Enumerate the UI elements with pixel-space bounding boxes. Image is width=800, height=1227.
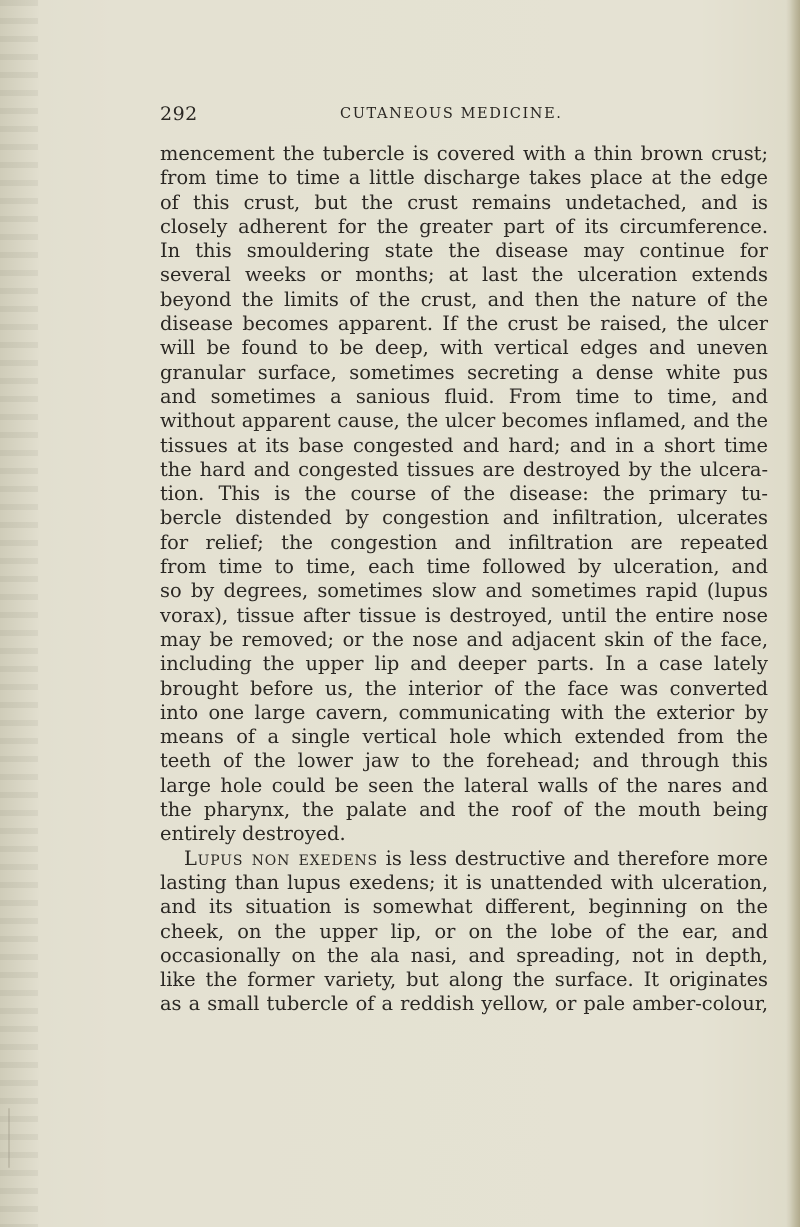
text-line: entirely destroyed. [160, 822, 346, 846]
text-line: several weeks or months; at last the ulceration extends [160, 263, 768, 287]
text-line: tion. This is the course of the disease: the primary tu- [160, 482, 768, 506]
paragraph-2-first-line [160, 847, 768, 871]
text-line: granular surface, sometimes secreting a dense white pus [160, 360, 768, 384]
body-text [160, 142, 768, 1017]
text-line: beyond the limits of the crust, and then the nature of the [160, 287, 768, 311]
lupus-non-exedens-term: Lupus non exedens [184, 846, 378, 870]
text-line: vorax), tissue after tissue is destroyed, until the entire nose [160, 603, 768, 627]
text-line: disease becomes apparent. If the crust be raised, the ulcer [160, 312, 768, 336]
text-line: cheek, on the upper lip, or on the lobe of the ear, and [160, 919, 768, 943]
paragraph-2 [160, 847, 768, 1017]
text-line: mencement the tubercle is covered with a thin brown crust; [160, 142, 768, 165]
text-line: into one large cavern, communicating with the exterior by [160, 700, 768, 724]
text-line: so by degrees, sometimes slow and sometimes rapid (lupus [160, 579, 768, 603]
paragraph-2-first-line-rest: is less destructive and therefore more [377, 846, 768, 870]
margin-mark [8, 1108, 10, 1168]
text-line: brought before us, the interior of the face was converted [160, 676, 768, 700]
text-line: means of a single vertical hole which extended from the [160, 725, 768, 749]
text-line: will be found to be deep, with vertical edges and uneven [160, 336, 768, 360]
text-line: tissues at its base congested and hard; and in a short time [160, 433, 768, 457]
text-line: In this smouldering state the disease may continue for [160, 239, 768, 263]
text-line: lasting than lupus exedens; it is unattended with ulceration, [160, 870, 768, 894]
page-edge-shadow [786, 0, 800, 1227]
text-line: closely adherent for the greater part of its circumference. [160, 214, 768, 238]
text-line: teeth of the lower jaw to the forehead; and through this [160, 749, 768, 773]
text-line: from time to time a little discharge takes place at the edge [160, 166, 768, 190]
text-line: for relief; the congestion and infiltration are repeated [160, 530, 768, 554]
text-line: bercle distended by congestion and infiltration, ulcerates [160, 506, 768, 530]
text-line: without apparent cause, the ulcer becomes inflamed, and the [160, 409, 768, 433]
page-number: 292 [160, 103, 198, 125]
text-line: including the upper lip and deeper parts. In a case lately [160, 652, 768, 676]
page-header [160, 103, 680, 129]
text-line: the hard and congested tissues are destroyed by the ulcera- [160, 457, 768, 481]
running-head: CUTANEOUS MEDICINE. [340, 106, 563, 122]
text-line: from time to time, each time followed by ulceration, and [160, 555, 768, 579]
text-line: and its situation is somewhat different, beginning on the [160, 895, 768, 919]
paragraph-1 [160, 142, 768, 847]
text-line: like the former variety, but along the surface. It originates [160, 968, 768, 992]
text-line: occasionally on the ala nasi, and spreading, not in depth, [160, 943, 768, 967]
text-line: large hole could be seen the lateral walls of the nares and [160, 773, 768, 797]
text-line: and sometimes a sanious fluid. From time to time, and [160, 384, 768, 408]
text-line: of this crust, but the crust remains undetached, and is [160, 190, 768, 214]
text-line: may be removed; or the nose and adjacent skin of the face, [160, 627, 768, 651]
binding-shadow [0, 0, 38, 1227]
text-line: the pharynx, the palate and the roof of the mouth being [160, 798, 768, 822]
text-line: as a small tubercle of a reddish yellow, or pale amber-colour, [160, 992, 768, 1016]
